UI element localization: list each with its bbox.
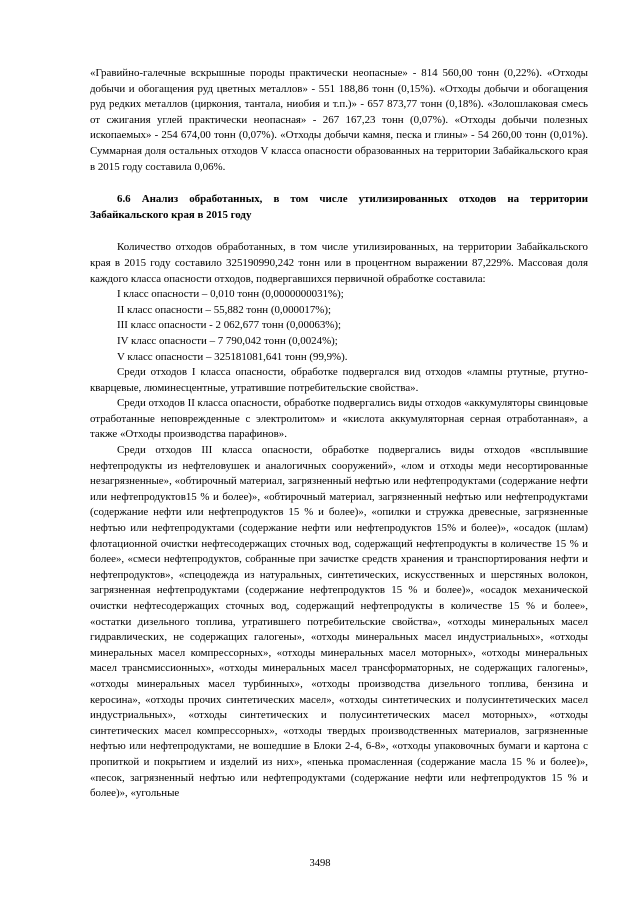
hazard-class-list <box>90 287 588 365</box>
paragraph-class-ii: Среди отходов II класса опасности, обработке подвергались виды отходов «аккумуляторы свинцовые отработанные неповрежденные с электролитом» и «кислота аккумуляторная серная отработанная», а также «Отходы производства парафинов». <box>90 397 588 441</box>
paragraph-class-iii: Среди отходов III класса опасности, обработке подвергались виды отходов «всплывшие нефтепродукты из нефтеловушек и аналогичных сооружений», «лом и отходы меди несортированные незагрязненные», «обтирочный материал, загрязненный нефтью или нефтепродуктами (содержание нефти или нефтепродуктов15 % и более)», «обтирочный материал, загрязненный нефтью или нефтепродуктами (содержание нефти или нефтепродуктов 15 % и более)», «опилки и стружка древесные, загрязненные нефтью или нефтепродуктами (содержание нефти или нефтепродуктов 15% и более)», «осадок (шлам) флотационной очистки нефтесодержащих сточных вод, содержащий нефтепродукты в количестве 15 % и более», «смеси нефтепродуктов, собранные при зачистке средств хранения и транспортирования нефти и нефтепродуктов», «спецодежда из натуральных, синтетических, искусственных и шерстяных волокон, загрязненная нефтепродуктами (содержание нефтепродуктов 15 % и более)», «осадок механической очистки нефтесодержащих сточных вод, содержащий нефтепродукты в количестве 15 % и более», «остатки дизельного топлива, утратившего потребительские свойства», «отходы минеральных масел гидравлических, не содержащих галогены», «отходы минеральных масел индустриальных», «отходы минеральных масел компрессорных», «отходы минеральных масел моторных», «отходы минеральных масел трансмиссионных», «отходы минеральных масел трансформаторных, не содержащих галогены», «отходы минеральных масел турбинных», «отходы производства дизельного топлива, бензина и керосина», «отходы прочих синтетических масел», «отходы синтетических и полусинтетических масел индустриальных», «отходы синтетических и полусинтетических масел моторных», «отходы синтетических масел компрессорных», «отходы твердых производственных материалов, загрязненные нефтью или нефтепродуктами, не вошедшие в Блоки 2-4, 6-8», «отходы упаковочных бумаги и картона с пропиткой и покрытием и изделий из них», «пенька промасленная (содержание масла 15 % и более)», «песок, загрязненный нефтью или нефтепродуктами (содержание нефти или нефтепродуктов 15 % и более)», «угольные <box>90 444 588 800</box>
list-item: III класс опасности - 2 062,677 тонн (0,00063%); <box>117 319 342 332</box>
section-heading: 6.6 Анализ обработанных, в том числе утилизированных отходов на территории Забайкальского края в 2015 году <box>90 193 588 221</box>
paragraph-class-i: Среди отходов I класса опасности, обработке подвергался вид отходов «лампы ртутные, ртутно-кварцевые, люминесцентные, утратившие потребительские свойства». <box>90 366 588 394</box>
page-number: 3498 <box>309 858 331 869</box>
list-item: II класс опасности – 55,882 тонн (0,000017%); <box>117 303 332 316</box>
list-item: V класс опасности – 325181081,641 тонн (99,9%). <box>117 350 348 363</box>
paragraph-processed-total: Количество отходов обработанных, в том числе утилизированных, на территории Забайкальского края в 2015 году составило 325190990,242 тонн или в процентном выражении 87,229%. Массовая доля каждого класса опасности отходов, подвергавшихся первичной обработке составила: <box>90 241 588 285</box>
list-item: IV класс опасности – 7 790,042 тонн (0,0024%); <box>117 334 338 347</box>
list-item: I класс опасности – 0,010 тонн (0,0000000031%); <box>117 288 344 301</box>
paragraph-hazard-class-v-summary: «Гравийно-галечные вскрышные породы практически неопасные» - 814 560,00 тонн (0,22%). «Отходы добычи и обогащения руд цветных металлов» - 551 188,86 тонн (0,15%). «Отходы добычи и обогащения руд редких металлов (циркония, тантала, ниобия и т.п.)» - 657 873,77 тонн (0,18%). «Золошлаковая смесь от сжигания углей практически неопасная» - 267 167,23 тонн (0,07%). «Отходы добычи полезных ископаемых» - 254 674,00 тонн (0,07%). «Отходы добычи камня, песка и глины» - 54 260,00 тонн (0,01%). Суммарная доля остальных отходов V класса опасности образованных на территории Забайкальского края в 2015 году составила 0,06%. <box>90 67 588 173</box>
document-body <box>90 66 588 802</box>
